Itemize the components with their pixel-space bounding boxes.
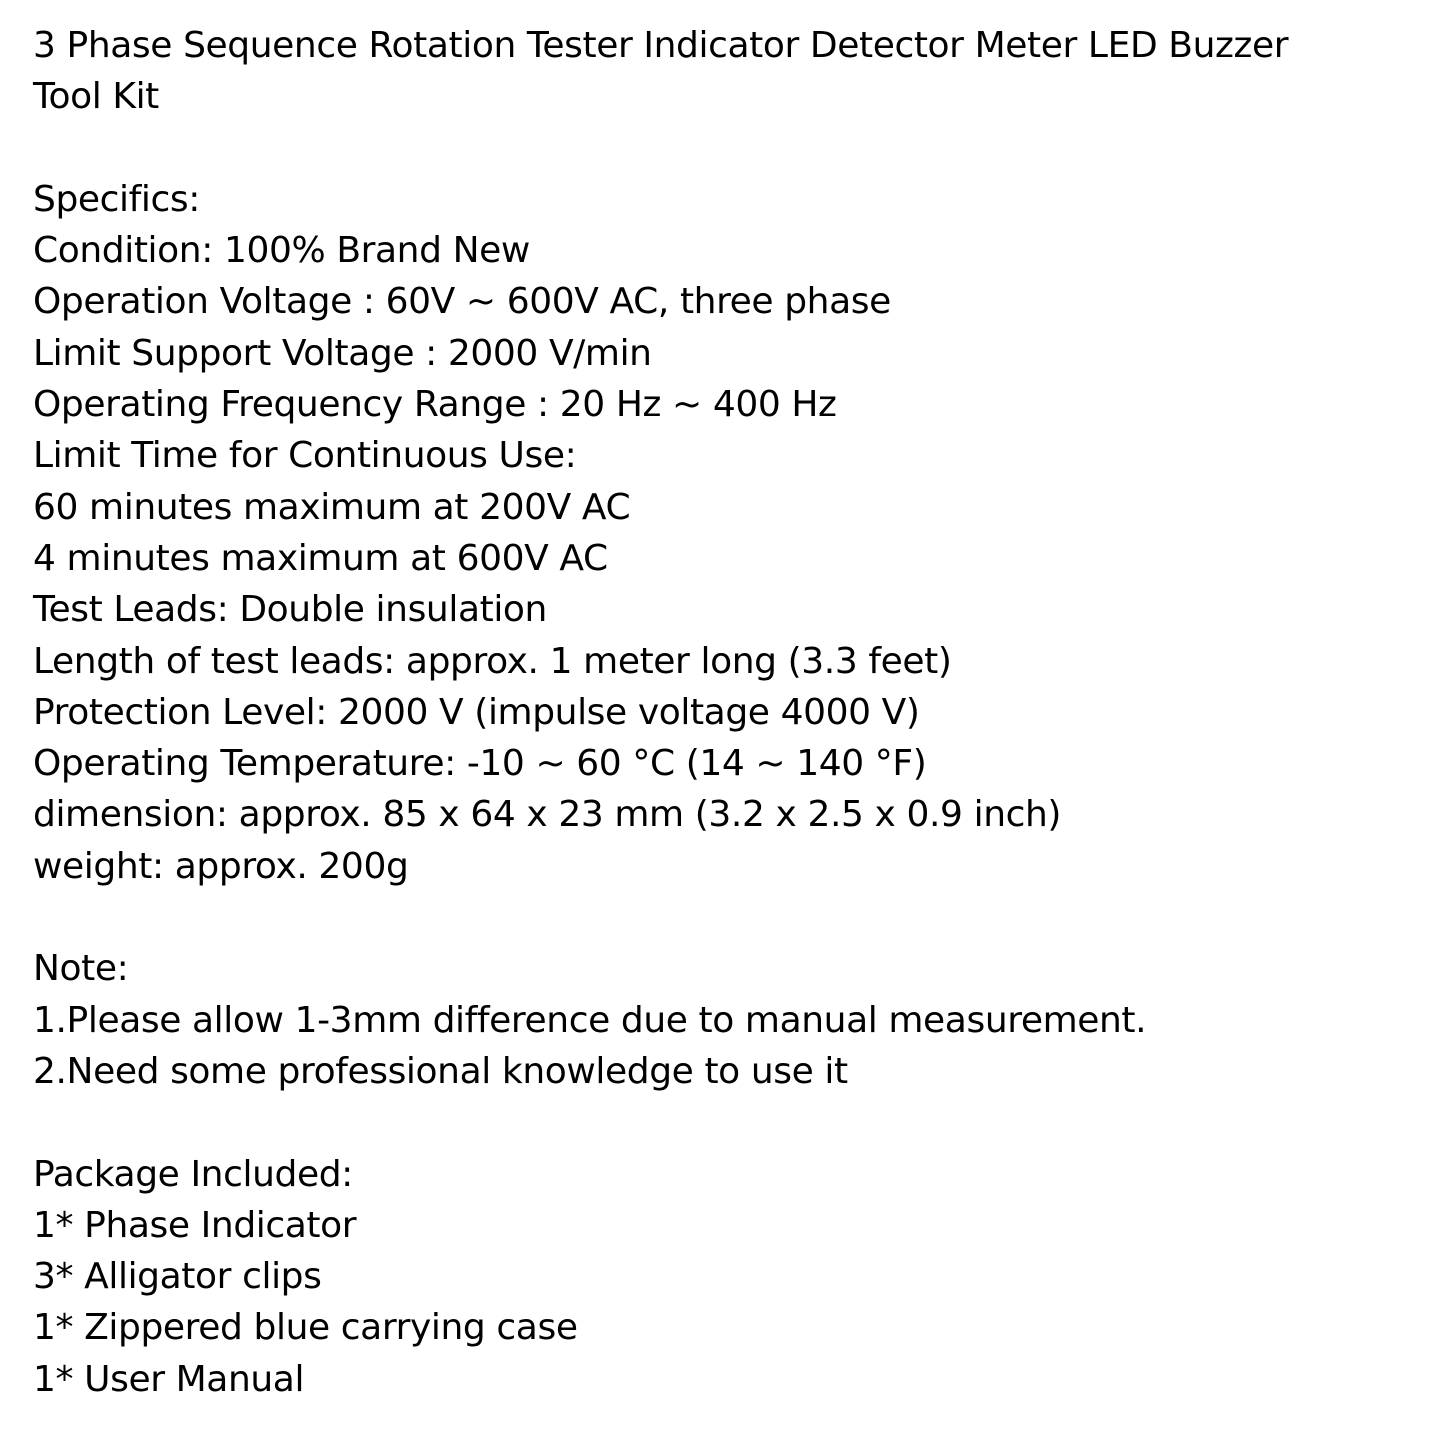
spec-continuous-use-600v: 4 minutes maximum at 600V AC [33, 537, 608, 579]
spacer [33, 1097, 1413, 1148]
spec-continuous-use-200v: 60 minutes maximum at 200V AC [33, 486, 631, 528]
note-heading: Note: [33, 948, 129, 990]
spec-dimension: dimension: approx. 85 x 64 x 23 mm (3.2 x 2.5 x 0.9 inch) [33, 794, 1062, 836]
note-item-1: 1.Please allow 1-3mm difference due to manual measurement. [33, 999, 1147, 1041]
product-title: 3 Phase Sequence Rotation Tester Indicator Detector Meter LED Buzzer Tool Kit [33, 25, 1289, 118]
package-item-user-manual: 1* User Manual [33, 1358, 305, 1400]
spec-limit-support-voltage: Limit Support Voltage : 2000 V/min [33, 332, 652, 374]
package-section [33, 1149, 1413, 1405]
specifics-section [33, 174, 1413, 892]
package-item-carrying-case: 1* Zippered blue carrying case [33, 1307, 578, 1349]
spacer [33, 892, 1413, 943]
package-item-phase-indicator: 1* Phase Indicator [33, 1204, 357, 1246]
spec-lead-length: Length of test leads: approx. 1 meter long (3.3 feet) [33, 640, 952, 682]
spec-operating-temperature: Operating Temperature: -10 ~ 60 °C (14 ~ 140 °F) [33, 743, 927, 785]
spec-frequency-range: Operating Frequency Range : 20 Hz ~ 400 Hz [33, 384, 837, 426]
specifics-heading: Specifics: [33, 178, 201, 220]
spec-condition: Condition: 100% Brand New [33, 230, 530, 272]
spec-test-leads: Test Leads: Double insulation [33, 589, 547, 631]
note-item-2: 2.Need some professional knowledge to use it [33, 1050, 848, 1092]
spec-protection-level: Protection Level: 2000 V (impulse voltage 4000 V) [33, 691, 920, 733]
package-heading: Package Included: [33, 1153, 353, 1195]
note-section [33, 943, 1413, 1097]
spec-continuous-use-heading: Limit Time for Continuous Use: [33, 435, 577, 477]
spacer [33, 123, 1413, 174]
spec-weight: weight: approx. 200g [33, 845, 409, 887]
product-description [33, 20, 1413, 1405]
package-item-alligator-clips: 3* Alligator clips [33, 1256, 322, 1298]
spec-operation-voltage: Operation Voltage : 60V ~ 600V AC, three phase [33, 281, 891, 323]
